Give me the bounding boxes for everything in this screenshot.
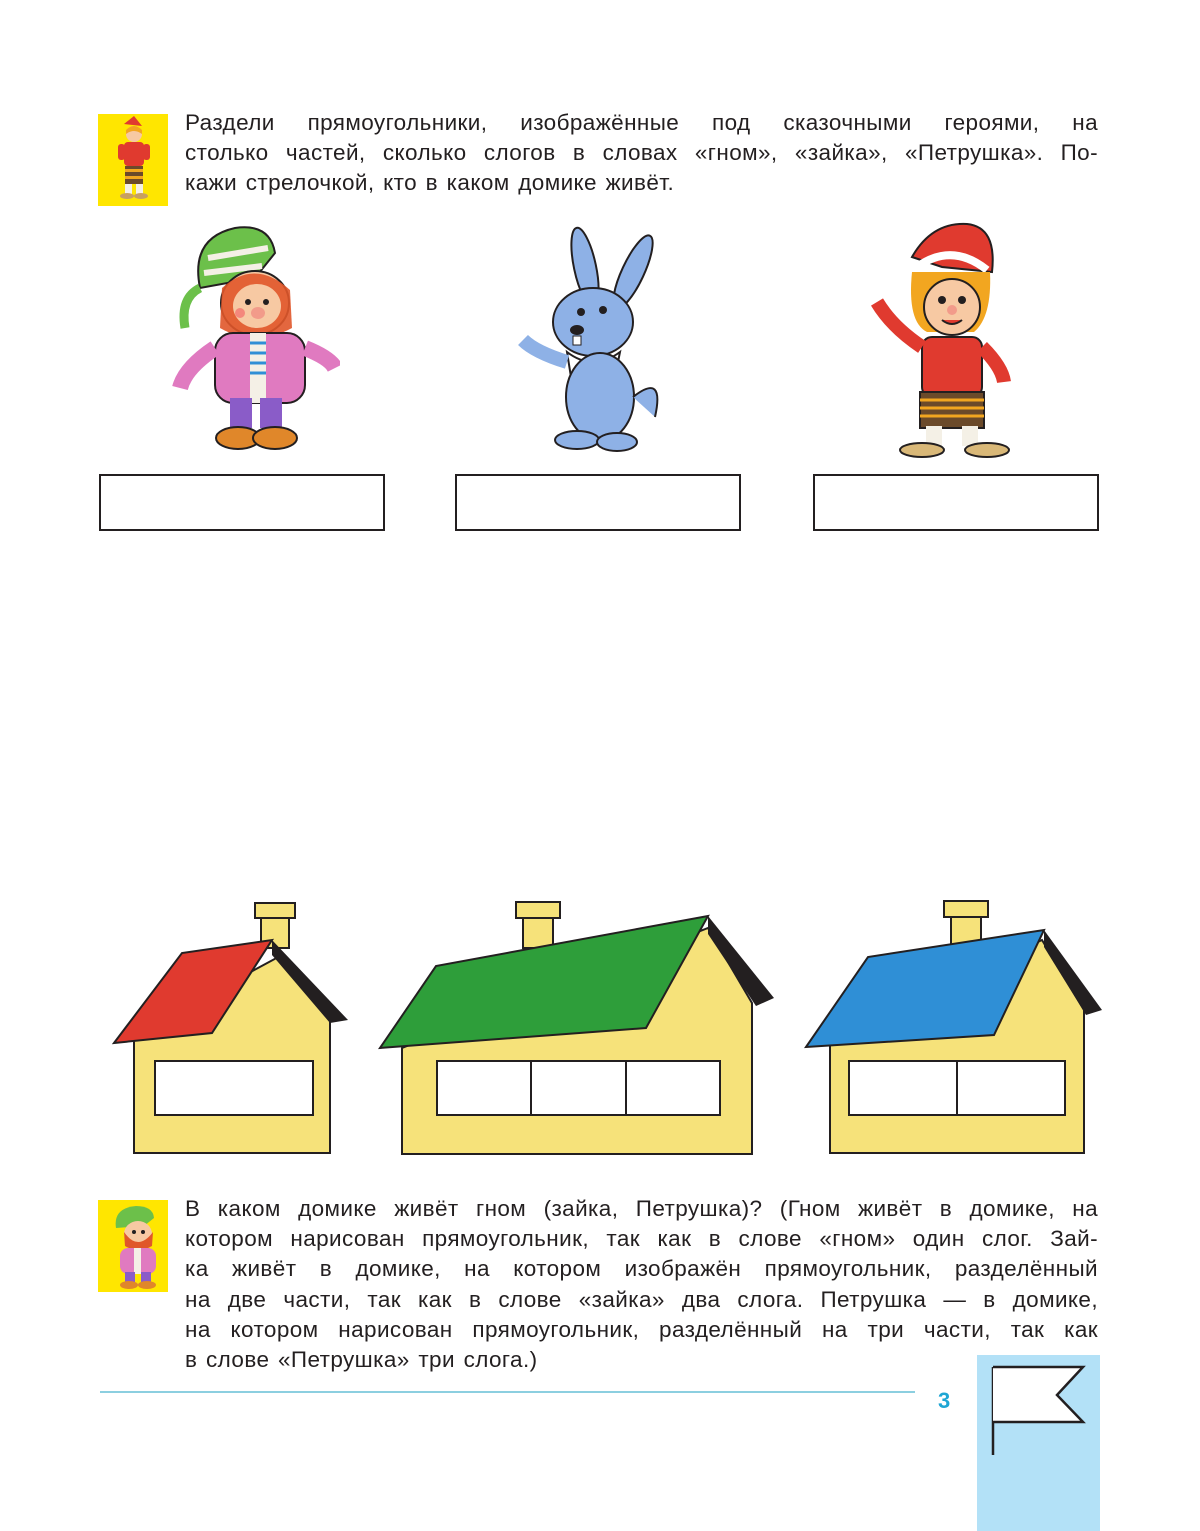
task-icon-petrushka — [98, 114, 168, 206]
gnome-character — [160, 218, 340, 463]
task-icon-gnome — [98, 1200, 168, 1292]
window-cell[interactable] — [156, 1062, 312, 1114]
house-window-2[interactable] — [848, 1060, 1066, 1116]
petrushka-icon — [98, 114, 168, 206]
task1-line: столько частей, сколько слогов в словах «гном», «зайка», «Петрушка». По- — [185, 140, 1098, 166]
house-window-1[interactable] — [154, 1060, 314, 1116]
task2-line: на две части, так как в слове «зайка» два слога. Петрушка — в домике, — [185, 1286, 1098, 1312]
task2-line: ка живёт в домике, на котором изображён прямоугольник, разделённый — [185, 1256, 1098, 1282]
flag-icon — [977, 1355, 1100, 1531]
footer-divider — [100, 1391, 915, 1393]
answer-rect-gnome[interactable] — [99, 474, 385, 531]
bunny-character — [515, 222, 675, 454]
task1-line: кажи стрелочкой, кто в каком домике живёт. — [185, 170, 675, 196]
window-cell[interactable] — [958, 1062, 1064, 1114]
task2-line: в слове «Петрушка» три слога.) — [185, 1347, 538, 1373]
task2-line: котором нарисован прямоугольник, так как в слове «гном» один слог. Зай- — [185, 1226, 1098, 1252]
house-window-3[interactable] — [436, 1060, 721, 1116]
flag-panel — [977, 1355, 1100, 1531]
task1-line: Раздели прямоугольники, изображённые под сказочными героями, на — [185, 110, 1098, 135]
answer-rect-petrushka[interactable] — [813, 474, 1099, 531]
house-red-roof — [112, 895, 350, 1157]
page-number: 3 — [938, 1388, 951, 1413]
task2-text — [185, 1194, 1098, 1375]
task2-line: на котором нарисован прямоугольник, разделённый на три части, так как — [185, 1316, 1098, 1342]
petrushka-character — [862, 212, 1022, 462]
gnome-icon — [98, 1200, 168, 1292]
window-cell[interactable] — [532, 1062, 626, 1114]
house-blue-roof — [804, 895, 1104, 1157]
window-cell[interactable] — [438, 1062, 532, 1114]
window-cell[interactable] — [850, 1062, 958, 1114]
task1-text — [185, 108, 1098, 199]
task2-line: В каком домике живёт гном (зайка, Петрушка)? (Гном живёт в домике, на — [185, 1196, 1098, 1221]
window-cell[interactable] — [627, 1062, 719, 1114]
answer-rect-bunny[interactable] — [455, 474, 741, 531]
house-green-roof — [378, 898, 776, 1158]
